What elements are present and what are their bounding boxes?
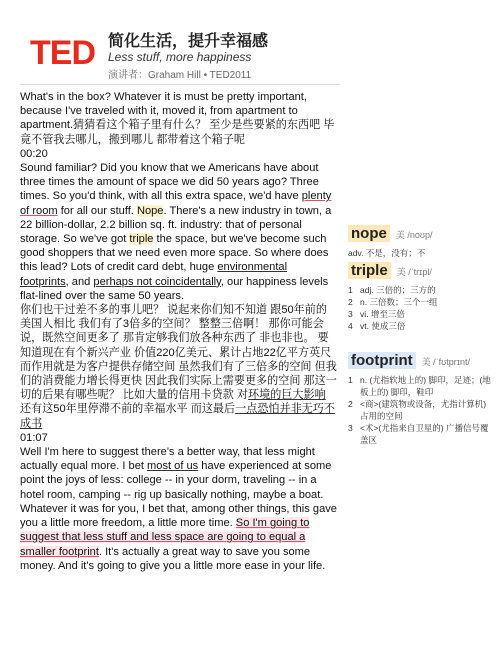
- highlight-smaller-footprint[interactable]: So I'm going to suggest that less stuff and less space are going to equal a smaller footprint: [20, 517, 310, 558]
- dict-word[interactable]: triple: [348, 262, 391, 279]
- paragraph-en-2: Sound familiar? Did you know that we Americans have about three times the amount of space we did 50 years ago? Three times. So you'd think, with all this extra space, we'd have plenty of room for all our stuff. Nope. There's a new industry in town, a 22 billion-dollar, 2.2 billion sq. ft. industry: that of personal storage. So we've got triple the space, but we've become such good shoppers that we need even more space. So where does this lead? Lots of credit card debt, huge environmental footprints, and perhaps not coincidentally, our happiness levels flat-lined over the same 50 years.: [20, 162, 332, 302]
- highlight-triple[interactable]: triple: [129, 233, 154, 246]
- highlight-nope[interactable]: Nope: [136, 204, 164, 217]
- dict-definition: 1 adj. 三倍的；三方的: [348, 285, 436, 295]
- talk-subtitle-en: Less stuff, more happiness: [108, 50, 252, 64]
- highlight-plenty-of-room[interactable]: plenty of room: [20, 190, 332, 217]
- dict-definition: 1 n. (尤指软地上的) 脚印，足迹；(地板上的) 脚印，鞋印: [348, 375, 491, 397]
- dictionary-entry-nope: [348, 225, 493, 259]
- dict-definition: 2 <商>(建筑物或设备，尤指计算机) 占用的空间: [348, 399, 487, 421]
- timestamp[interactable]: 01:07: [20, 431, 48, 444]
- paragraph-en-3: Well I'm here to suggest there's a better way, that less might actually equal more. I bet most of us have experienced at some point the joys of less: college -- in your dorm, traveling -- in a hotel room, camping -- rig up basically nothing, maybe a boat. Whatever it was for you, I bet that, among other things, this gave you a little more freedom, a little more time. So I'm going to suggest that less stuff and less space are going to equal a smaller footprint. It's actually a great way to save you some money. And it's going to give you a little more ease in your life.: [20, 446, 337, 572]
- highlight-perhaps-not-coincidentally[interactable]: perhaps not coincidentally: [93, 275, 221, 288]
- transcript: [20, 90, 338, 573]
- paragraph-zh-1: 猜猜看这个箱子里有什么？ 至少是些要紧的东西吧 毕竟不管我去哪儿，搬到哪儿 都带着这个箱子呢: [20, 119, 335, 146]
- ted-logo[interactable]: TED: [30, 34, 95, 72]
- highlight-environmental-footprints[interactable]: environmental footprints: [20, 261, 288, 288]
- dict-phonetic: 美 /ˈtrɪpl/: [396, 267, 432, 277]
- highlight-zh-coincidence[interactable]: 一点恐怕并非无巧不成书: [20, 403, 335, 430]
- timestamp[interactable]: 00:20: [20, 147, 48, 160]
- dictionary-entry-footprint: [348, 352, 493, 446]
- dict-word[interactable]: nope: [348, 225, 390, 242]
- highlight-zh-environment[interactable]: 环境的巨大影响: [248, 389, 326, 402]
- dict-definition: 4 vt. 使成三倍: [348, 321, 406, 331]
- dict-definition: adv. 不是，没有；不: [348, 248, 426, 258]
- dict-definition: 3 <术>(尤指来自卫星的) 广播信号覆盖区: [348, 423, 489, 445]
- talk-title-zh: 简化生活，提升幸福感: [108, 33, 269, 50]
- paragraph-en-1: What's in the box? Whatever it is must be pretty important, because I've traveled with it, moved it, from apartment to apartment.猜猜看这个箱子里有什么？ 至少是些要紧的东西吧 毕竟不管我去哪儿，搬到哪儿 都带着这个箱子呢: [20, 91, 335, 146]
- speaker-info: 演讲者：Graham Hill • TED2011: [108, 70, 252, 81]
- divider: [20, 84, 340, 85]
- highlight-most-of-us[interactable]: most of us: [147, 460, 199, 473]
- dict-word[interactable]: footprint: [348, 352, 416, 369]
- dict-phonetic: 美 /ˈfʊtprɪnt/: [421, 357, 470, 367]
- header: [0, 0, 500, 86]
- dict-definition: 2 n. 三倍数；三个一组: [348, 297, 438, 307]
- dictionary-entry-triple: [348, 262, 493, 332]
- paragraph-zh-2: 你们也干过差不多的事儿吧？ 说起来你们知不知道 跟50年前的美国人相比 我们有了3倍多的空间？ 整整三倍啊！ 那你可能会说，既然空间更多了 那肯定够我们放各种东西了 非也非也。 要知道现在有个新兴产业 价值220亿美元、累计占地22亿平方英尺 而作用就是为客户提供存储空间 虽然我们有了三倍多的空间 但我们的消费能力增长得更快 因此我们实际上需要更多的空间 那这一切的后果有哪些呢？ 比如大量的信用卡贷款 对环境的巨大影响 还有这50年里停滞不前的幸福水平 而这最后一点恐怕并非无巧不成书: [20, 304, 337, 430]
- dict-definition: 3 vi. 增至三倍: [348, 309, 405, 319]
- dict-phonetic: 美 /noʊp/: [395, 230, 433, 240]
